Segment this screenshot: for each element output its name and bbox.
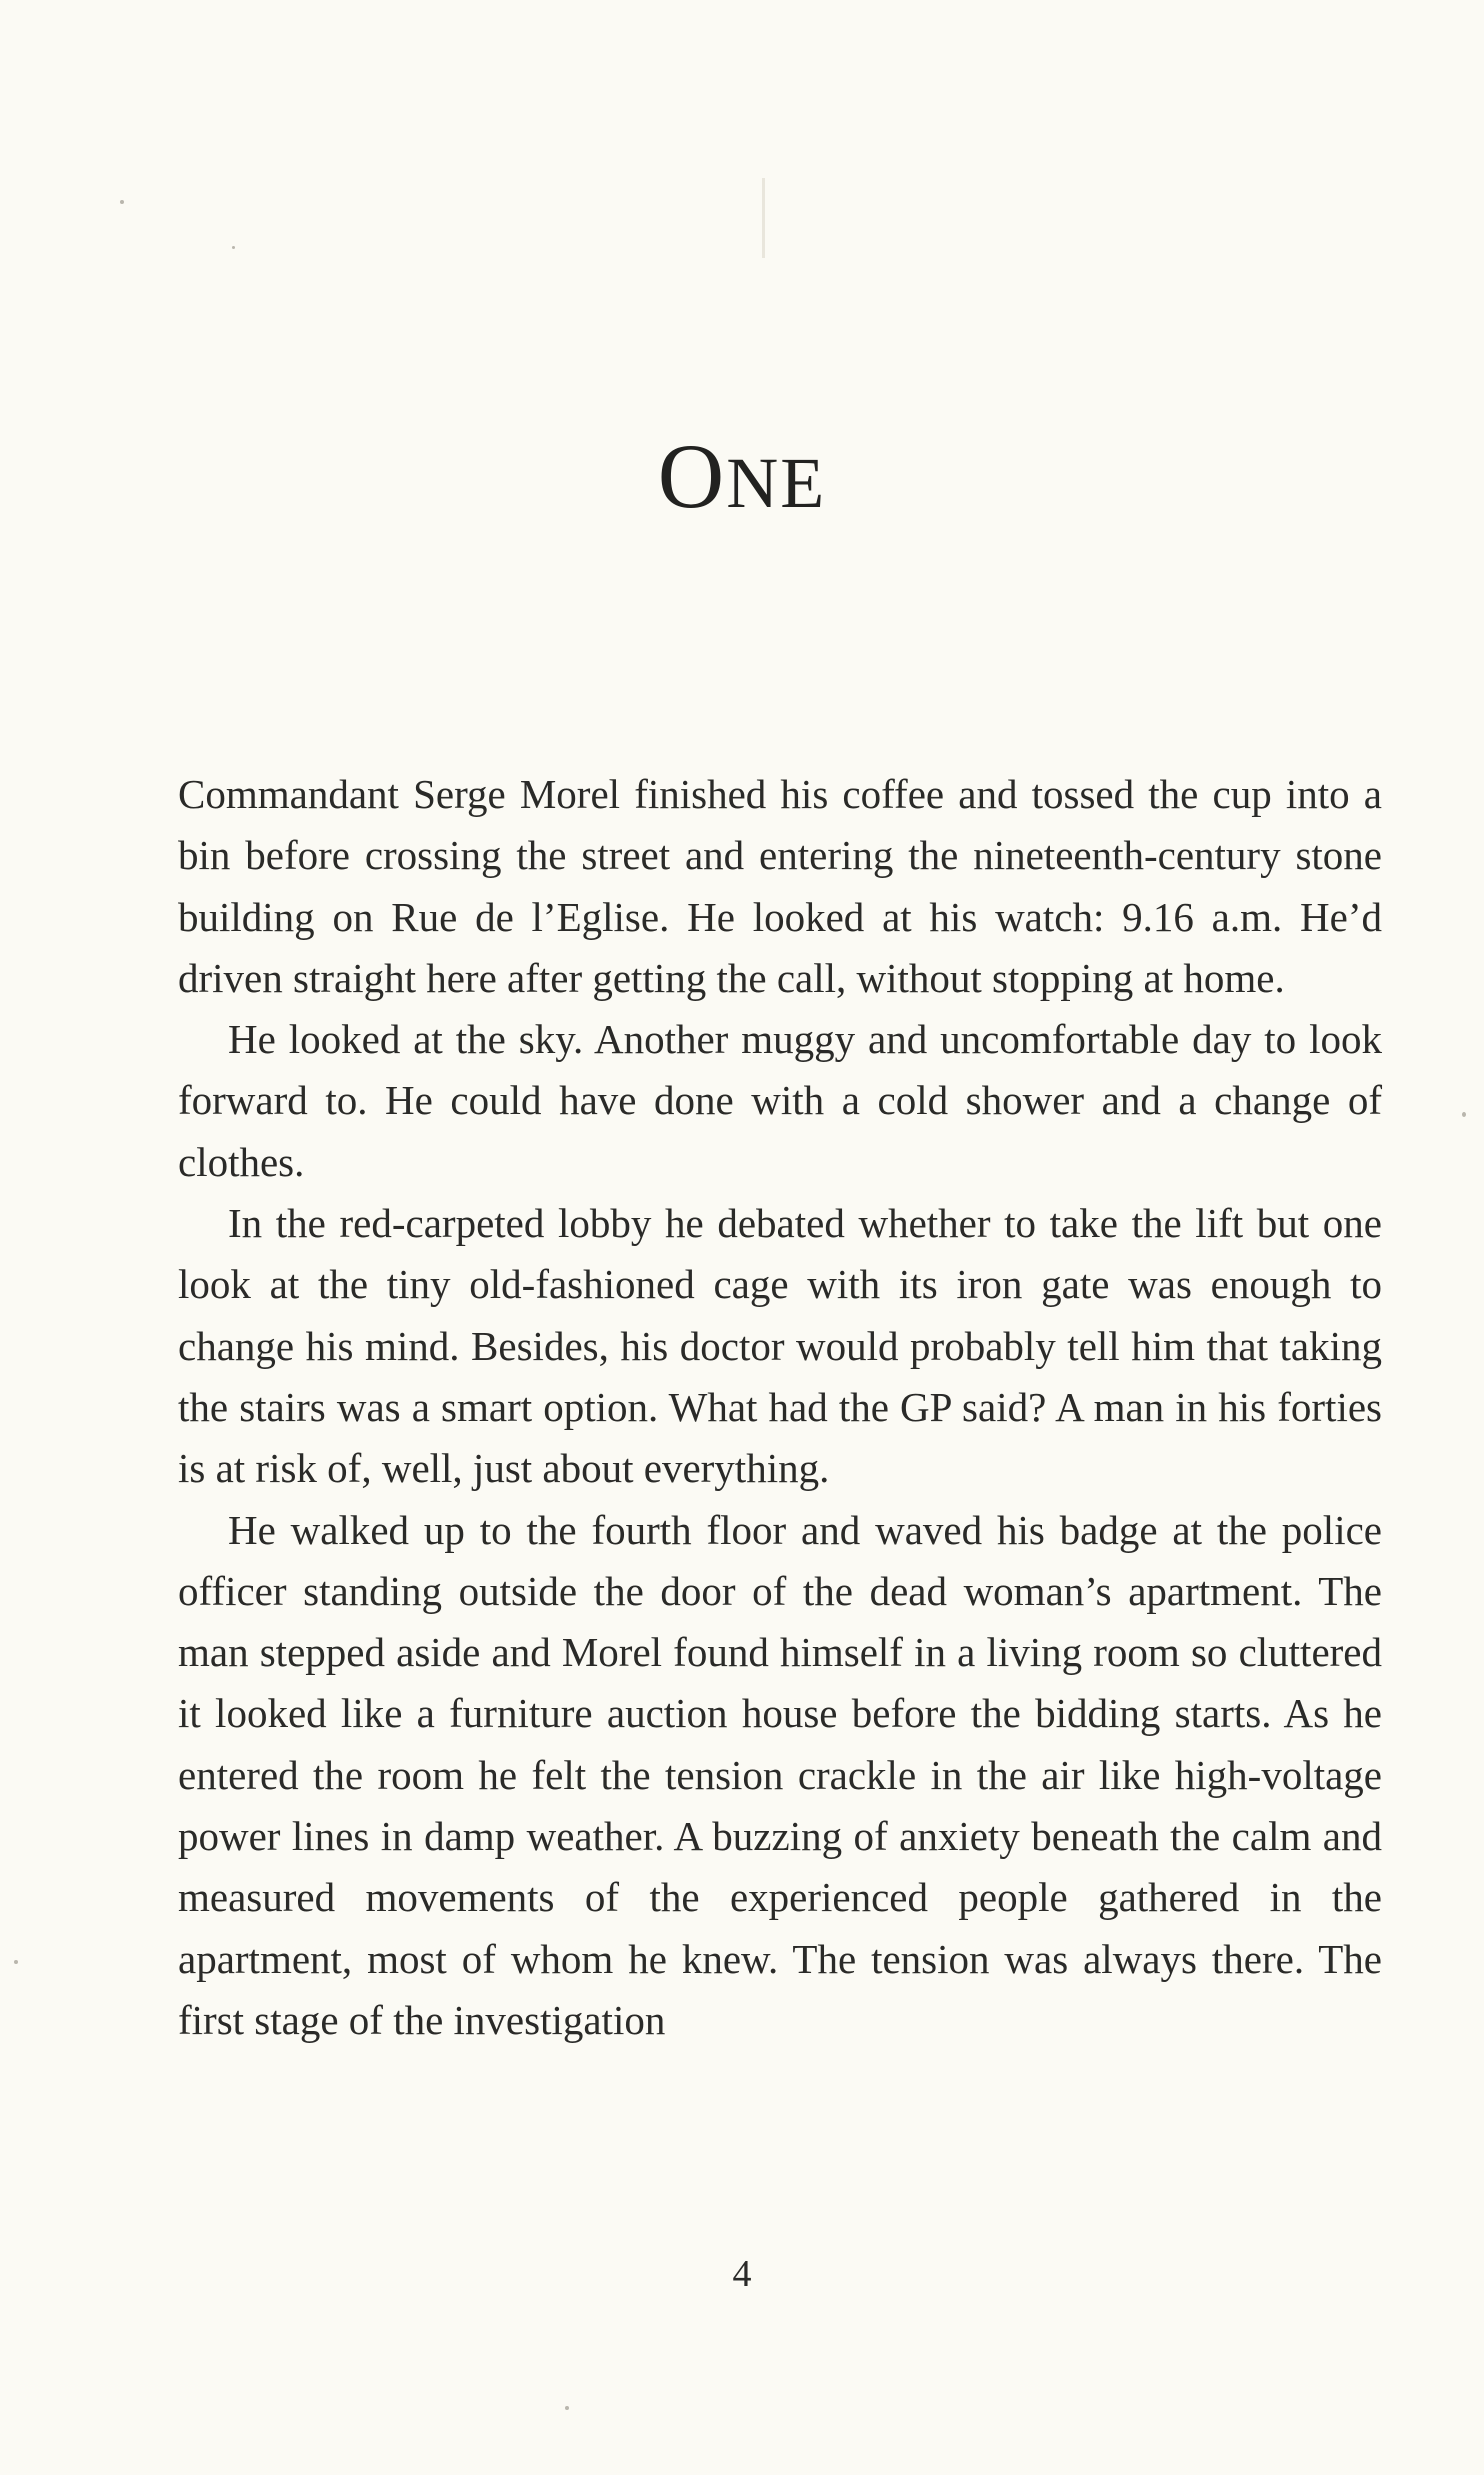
chapter-body [178,764,1382,2051]
page-number: 4 [732,2253,752,2295]
paragraph: Commandant Serge Morel finished his coffee and tossed the cup into a bin before crossing the street and entering the nineteenth-century stone building on Rue de l’Eglise. He looked at his watch: 9.16 a.m. He’d driven straight here after getting the call, without stopping at home. [178,771,1382,1001]
paper-speck [565,2406,569,2410]
paper-speck [14,1960,18,1964]
paper-speck [120,200,124,204]
paragraph: He looked at the sky. Another muggy and uncomfortable day to look forward to. He could have done with a cold shower and a change of clothes. [178,1016,1382,1185]
paragraph: He walked up to the fourth floor and waved his badge at the police officer standing outside the door of the dead woman’s apartment. The man stepped aside and Morel found himself in a living room so cluttered it looked like a furniture auction house before the bidding starts. As he entered the room he felt the tension crackle in the air like high-voltage power lines in damp weather. A buzzing of anxiety beneath the calm and measured movements of the experienced people gathered in the apartment, most of whom he knew. The tension was always there. The first stage of the investigation [178,1506,1382,2043]
paper-speck [232,246,235,249]
page-crease-mark [762,178,765,258]
chapter-title-initial: O [657,425,727,527]
paper-speck [1462,1112,1466,1117]
chapter-title-rest: NE [726,443,827,523]
paragraph: In the red-carpeted lobby he debated whether to take the lift but one look at the tiny old-fashioned cage with its iron gate was enough to change his mind. Besides, his doctor would probably tell him that taking the stairs was a smart option. What had the GP said? A man in his forties is at risk of, well, just about everything. [178,1200,1382,1492]
chapter-title [0,425,1484,527]
